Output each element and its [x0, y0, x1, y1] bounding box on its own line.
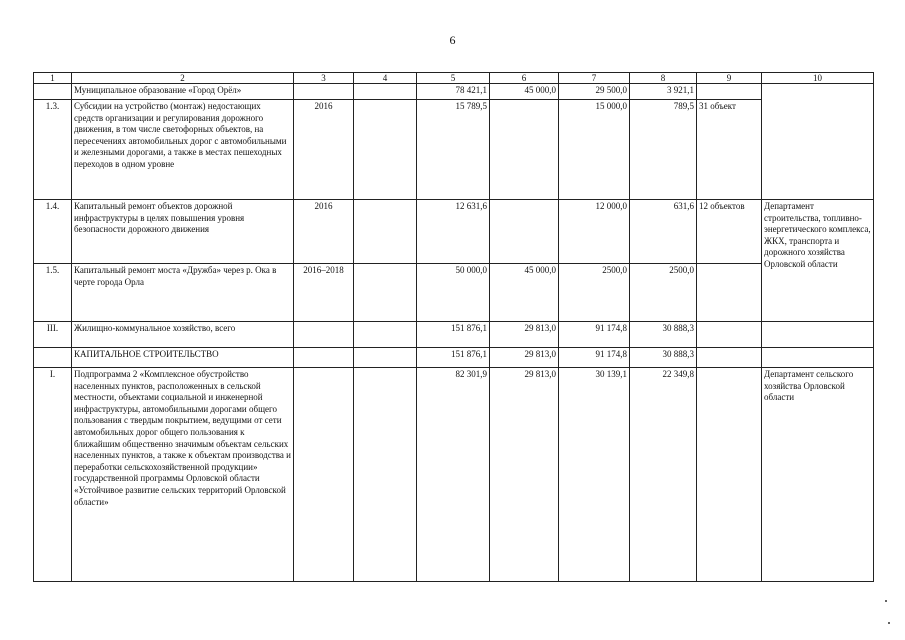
row-regional: 2500,0: [559, 264, 630, 322]
row-number: 1.4.: [34, 200, 72, 264]
table-row: [34, 264, 874, 322]
row-total: 82 301,9: [417, 368, 490, 582]
col-header: 8: [630, 73, 697, 84]
row-regional: 91 174,8: [559, 322, 630, 348]
row-regional: 12 000,0: [559, 200, 630, 264]
row-objects: [697, 84, 762, 100]
scan-speck: [888, 622, 890, 624]
row-col4: [354, 100, 417, 200]
row-period: [294, 348, 354, 368]
row-federal: 29 813,0: [490, 368, 559, 582]
row-period: [294, 84, 354, 100]
col-header: 9: [697, 73, 762, 84]
row-name: Муниципальное образование «Город Орёл»: [72, 84, 294, 100]
row-objects: [697, 322, 762, 348]
row-objects: 12 объектов: [697, 200, 762, 264]
row-local: 30 888,3: [630, 348, 697, 368]
col-header: 1: [34, 73, 72, 84]
col-header: 3: [294, 73, 354, 84]
row-local: 631,6: [630, 200, 697, 264]
scan-speck: [885, 600, 887, 602]
row-department-empty: [762, 84, 874, 200]
row-number: I.: [34, 368, 72, 582]
row-name: Подпрограмма 2 «Комплексное обустройство населенных пунктов, расположенных в сельской местности, объектами социальной и инженерной инфраструктуры, автомобильными дорогами общего пользования с твердым покрытием, ведущими от сети автомобильных дорог общего пользования к ближайшим общественно значимым объектам сельских населенных пунктов, а также к объектам производства и переработки сельскохозяйственной продукции» государственной программы Орловской области «Устойчивое развитие сельских территорий Орловской области»: [72, 368, 294, 582]
table-row: [34, 322, 874, 348]
row-regional: 91 174,8: [559, 348, 630, 368]
row-regional: 30 139,1: [559, 368, 630, 582]
row-col4: [354, 264, 417, 322]
col-header: 4: [354, 73, 417, 84]
table-row: [34, 84, 874, 100]
row-total: 15 789,5: [417, 100, 490, 200]
row-number: 1.3.: [34, 100, 72, 200]
row-regional: 29 500,0: [559, 84, 630, 100]
page-number: 6: [449, 33, 456, 47]
row-local: 22 349,8: [630, 368, 697, 582]
row-name: Капитальный ремонт объектов дорожной инфраструктуры в целях повышения уровня безопасности дорожного движения: [72, 200, 294, 264]
row-col4: [354, 368, 417, 582]
row-federal: 45 000,0: [490, 264, 559, 322]
row-objects: [697, 348, 762, 368]
row-objects: 31 объект: [697, 100, 762, 200]
row-col4: [354, 348, 417, 368]
row-total: 78 421,1: [417, 84, 490, 100]
row-number: 1.5.: [34, 264, 72, 322]
program-table: [33, 72, 874, 582]
row-period: [294, 322, 354, 348]
row-col4: [354, 84, 417, 100]
row-department: Департамент сельского хозяйства Орловской области: [762, 368, 874, 582]
col-header: 7: [559, 73, 630, 84]
row-federal: [490, 200, 559, 264]
row-period: [294, 368, 354, 582]
row-regional: 15 000,0: [559, 100, 630, 200]
row-name: Субсидии на устройство (монтаж) недостающих средств организации и регулирования дорожного движения, в том числе светофорных объектов, на пересечениях автомобильных дорог с автомобильными и железными дорогами, а также в местах пешеходных переходов в одном уровне: [72, 100, 294, 200]
row-name: Жилищно-коммунальное хозяйство, всего: [72, 322, 294, 348]
table-row: [34, 100, 874, 200]
row-total: 151 876,1: [417, 348, 490, 368]
row-local: 789,5: [630, 100, 697, 200]
row-federal: 29 813,0: [490, 348, 559, 368]
col-header: 5: [417, 73, 490, 84]
row-objects: [697, 368, 762, 582]
row-number: [34, 348, 72, 368]
row-total: 151 876,1: [417, 322, 490, 348]
row-local: 3 921,1: [630, 84, 697, 100]
row-federal: 29 813,0: [490, 322, 559, 348]
row-department: [762, 348, 874, 368]
row-total: 12 631,6: [417, 200, 490, 264]
row-objects: [697, 264, 762, 322]
row-number: [34, 84, 72, 100]
row-period: 2016–2018: [294, 264, 354, 322]
col-header: 6: [490, 73, 559, 84]
column-number-row: [34, 73, 874, 84]
row-period: 2016: [294, 200, 354, 264]
table-row: [34, 348, 874, 368]
row-number: III.: [34, 322, 72, 348]
row-federal: 45 000,0: [490, 84, 559, 100]
row-name: Капитальный ремонт моста «Дружба» через р. Ока в черте города Орла: [72, 264, 294, 322]
table-row: [34, 200, 874, 264]
col-header: 2: [72, 73, 294, 84]
row-total: 50 000,0: [417, 264, 490, 322]
row-department: Департамент строительства, топливно-энергетического комплекса, ЖКХ, транспорта и дорожного хозяйства Орловской области: [762, 200, 874, 322]
row-col4: [354, 200, 417, 264]
row-col4: [354, 322, 417, 348]
row-federal: [490, 100, 559, 200]
col-header: 10: [762, 73, 874, 84]
row-name: КАПИТАЛЬНОЕ СТРОИТЕЛЬСТВО: [72, 348, 294, 368]
row-local: 30 888,3: [630, 322, 697, 348]
row-period: 2016: [294, 100, 354, 200]
row-local: 2500,0: [630, 264, 697, 322]
row-department: [762, 322, 874, 348]
table-row: [34, 368, 874, 582]
